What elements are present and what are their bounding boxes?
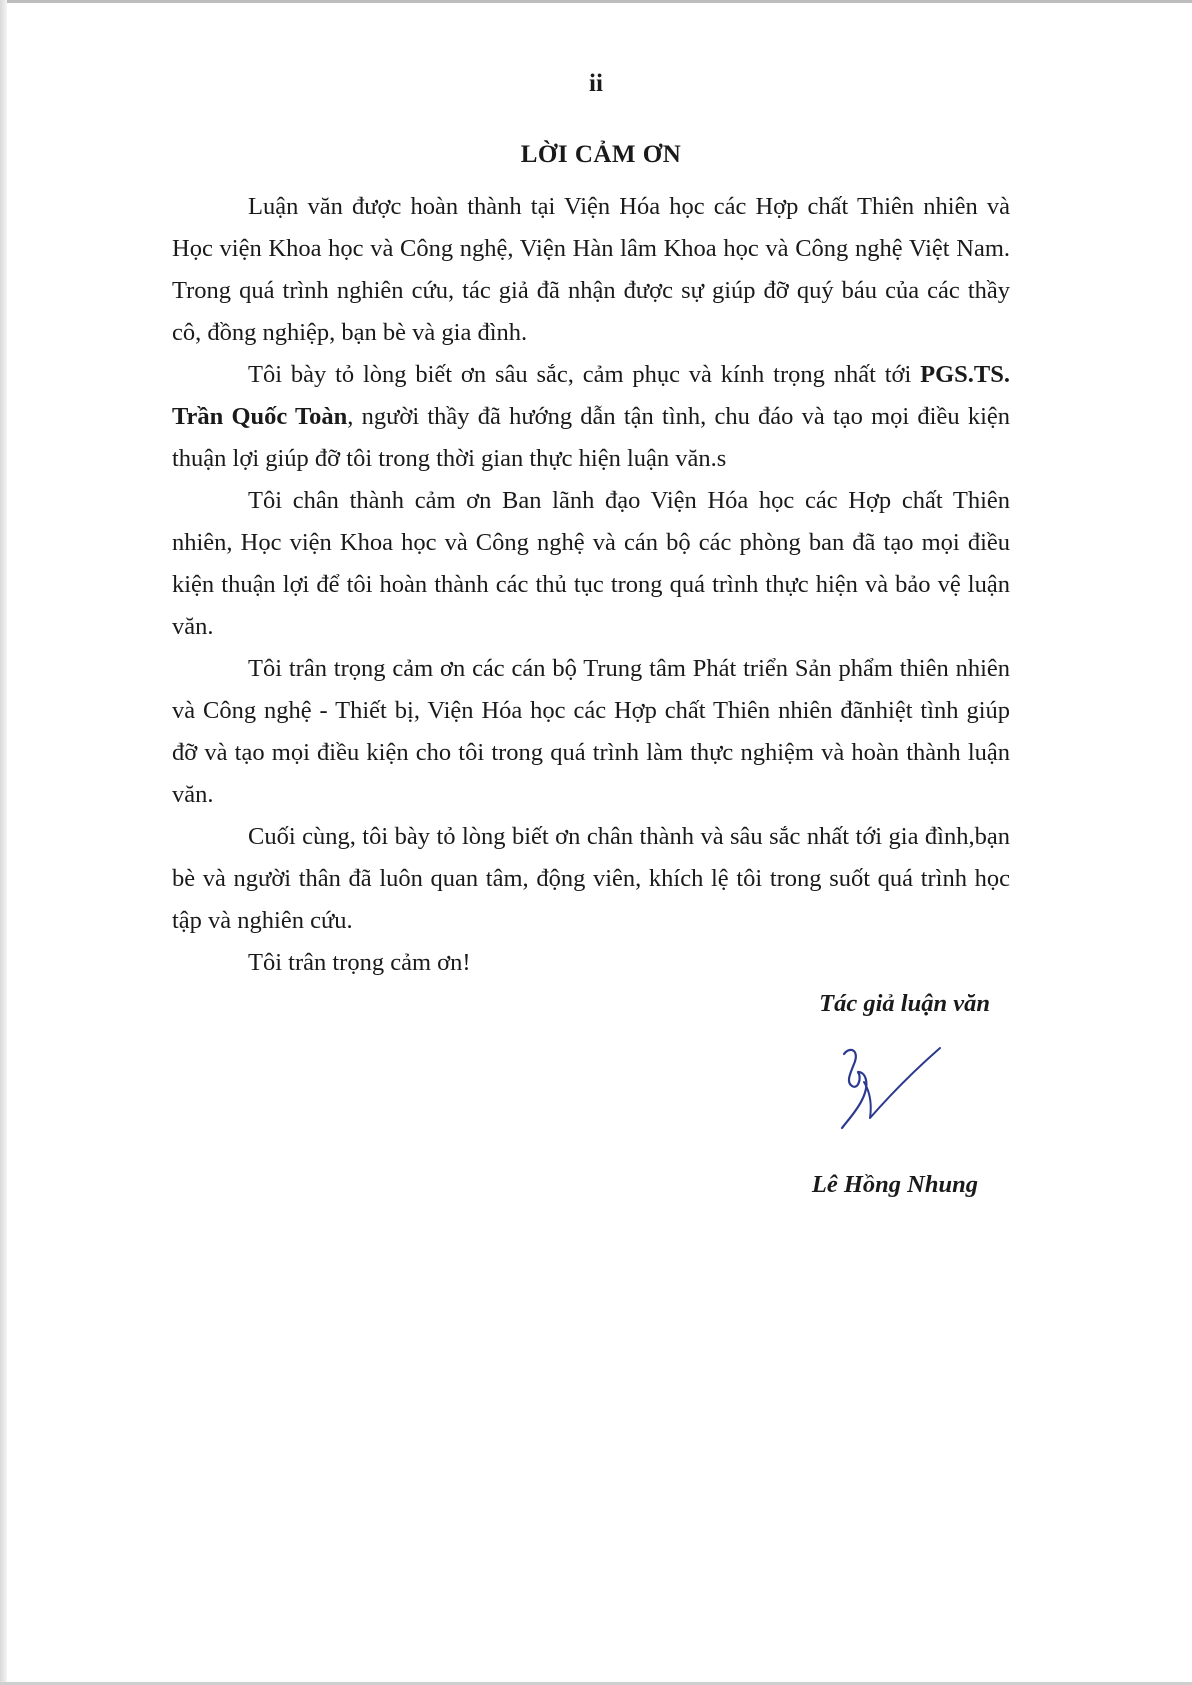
scan-top-edge bbox=[0, 0, 1192, 3]
paragraph-2-intro: Tôi bày tỏ lòng biết ơn sâu sắc, cảm phục và kính trọng nhất tới bbox=[248, 361, 912, 388]
paragraph-3: Tôi chân thành cảm ơn Ban lãnh đạo Viện Hóa học các Hợp chất Thiên nhiên, Học viện Khoa học và Công nghệ và cán bộ các phòng ban đã tạo mọi điều kiện thuận lợi để tôi hoàn thành các thủ tục trong quá trình thực hiện và bảo vệ luận văn. bbox=[172, 487, 1010, 640]
paragraph-closing: Tôi trân trọng cảm ơn! bbox=[248, 949, 471, 976]
paragraph-1: Luận văn được hoàn thành tại Viện Hóa học các Hợp chất Thiên nhiên và Học viện Khoa học và Công nghệ, Viện Hàn lâm Khoa học và Công nghệ Việt Nam. Trong quá trình nghiên cứu, tác giả đã nhận được sự giúp đỡ quý báu của các thầy cô, đồng nghiệp, bạn bè và gia đình. bbox=[172, 193, 1010, 346]
advisor-name: PGS.TS. Trần Quốc Toàn bbox=[172, 361, 1010, 430]
signature-stroke-2 bbox=[864, 1048, 940, 1118]
handwritten-signature bbox=[836, 1042, 946, 1132]
paragraph-4: Tôi trân trọng cảm ơn các cán bộ Trung tâm Phát triển Sản phẩm thiên nhiên và Công nghệ - Thiết bị, Viện Hóa học các Hợp chất Thiên nhiên đãnhiệt tình giúp đỡ và tạo mọi điều kiện cho tôi trong quá trình làm thực nghiệm và hoàn thành luận văn. bbox=[172, 655, 1010, 808]
paragraph-5: Cuối cùng, tôi bày tỏ lòng biết ơn chân thành và sâu sắc nhất tới gia đình,bạn bè và người thân đã luôn quan tâm, động viên, khích lệ tôi trong suốt quá trình học tập và nghiên cứu. bbox=[172, 823, 1010, 934]
signature-stroke-1 bbox=[842, 1050, 866, 1128]
paragraph-2 bbox=[172, 354, 1010, 480]
page-number: ii bbox=[589, 70, 603, 97]
acknowledgement-body bbox=[172, 186, 1010, 984]
paragraph-2-rest: , người thầy đã hướng dẫn tận tình, chu đáo và tạo mọi điều kiện thuận lợi giúp đỡ tôi trong thời gian thực hiện luận văn.s bbox=[172, 403, 1011, 472]
scan-left-edge bbox=[0, 0, 7, 1685]
author-role: Tác giả luận văn bbox=[819, 990, 990, 1017]
author-name: Lê Hồng Nhung bbox=[811, 1171, 978, 1198]
page-title: LỜI CẢM ƠN bbox=[520, 141, 682, 168]
